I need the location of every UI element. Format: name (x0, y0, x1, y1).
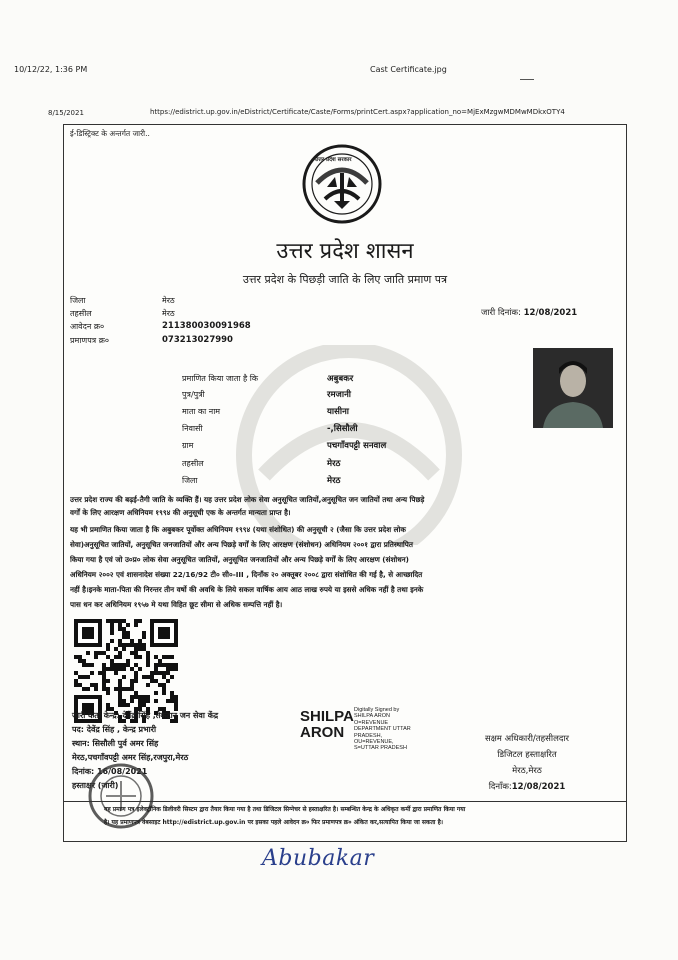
print-timestamp: 10/12/22, 1:36 PM (14, 65, 88, 74)
paragraph-line: किया गया है एवं जो उ०प्र० लोक सेवा अनुसूचित जातियों, अनुसूचित जनजातियों और अन्य पिछड़े वर्गों के लिए आरक्षण (संशोधन) (70, 555, 409, 564)
detail-label: तहसील (182, 459, 204, 468)
officer-block (452, 731, 602, 795)
signature-detail-line: OU=REVENUE, (354, 739, 394, 746)
officer-sign: डिजिटल हस्ताक्षरित (497, 750, 557, 760)
meta-label: तहसील (70, 309, 92, 318)
detail-label: माता का नाम (182, 407, 221, 416)
certificate-subtitle: उत्तर प्रदेश के पिछड़ी जाति के लिए जाति प्रमाण पत्र (242, 273, 448, 286)
detail-value: पचगाँवपट्टी सनवाल (327, 441, 387, 451)
certificate-title: उत्तर प्रदेश शासन (276, 239, 414, 264)
signature-detail-line: SHILPA ARON (354, 713, 390, 720)
issue-date-label: जारी दिनांक: (481, 308, 521, 318)
paragraph-line: पास धन कर अधिनियम १९५७ मे यथा विहित छूट सीमा से अधिक सम्पत्ति नहीं है। (70, 600, 283, 609)
digital-signature (300, 709, 354, 741)
paragraph-line: वर्गों के लिए आरक्षण अधिनियम १९९४ की अनुसूची एक के अन्तर्गत मान्यता प्राप्त है। (70, 508, 291, 517)
signature-detail-line: DEPARTMENT UTTAR (354, 726, 411, 733)
issue-date-value: 12/08/2021 (523, 308, 578, 318)
print-date: 8/15/2021 (48, 109, 84, 117)
meta-label: प्रमाणपत्र क्र० (70, 336, 109, 345)
top-note: ई-डिस्ट्रिक्ट के अन्तर्गत जारी.. (70, 129, 150, 138)
officer-date-label: दिनाँक: (488, 782, 512, 792)
detail-label: ग्राम (182, 441, 194, 450)
officer-date (452, 779, 602, 795)
signature-detail-line: Digitally Signed by (354, 707, 400, 713)
issuer-line: दिनांक: 16/08/2021 (72, 767, 148, 776)
footer-divider (64, 801, 626, 802)
signature-detail-line: PRADESH, (354, 732, 383, 739)
paragraph-line: नहीं है।इनके माता-पिता की निरन्तर तीन वर्षो की अवधि के लिये सकल वार्षिक आय आठ लाख रुपये या इससे अधिक नहीं है तथा इनके (70, 585, 424, 594)
signature-details (354, 707, 411, 752)
detail-label: पुत्र/पुत्री (182, 390, 205, 399)
detail-value: यासीना (327, 407, 349, 417)
divider (520, 79, 534, 80)
certificate-number: 073213027990 (162, 335, 233, 345)
paragraph-line: यह भी प्रमाणित किया जाता है कि अबुबकर पूर्वोक्त अधिनियम १९९४ (यथा संशोधित) की अनुसूची २ (जैसा कि उत्तर प्रदेश लोक (70, 525, 406, 534)
signature-detail-line: O=REVENUE (354, 719, 389, 726)
certificate-frame (63, 124, 627, 842)
officer-title: सक्षम अधिकारी/तहसीलदार (484, 734, 570, 744)
applicant-photo (533, 348, 613, 428)
detail-value: -,सिसौली (327, 424, 358, 434)
page-url[interactable]: https://edistrict.up.gov.in/eDistrict/Certificate/Caste/Forms/printCert.aspx?application_no=MjExMzgwMDMwMDkxOTY4 (150, 108, 565, 116)
detail-value: मेरठ (327, 476, 341, 486)
issuer-line: जारी कर्ता केन्द्र: देवेंद्र सिंह ,तेकटान जन सेवा केंद्र (72, 711, 219, 720)
signer-name-line: SHILPA (300, 708, 354, 725)
emblem-text: उत्तर प्रदेश सरकार (315, 157, 352, 163)
issuer-line: पद: देवेंद्र सिंह , केन्द्र प्रभारी (72, 725, 157, 734)
qr-code-icon[interactable] (74, 619, 178, 723)
detail-value: मेरठ (327, 459, 341, 469)
detail-value: अबुबकर (327, 374, 354, 384)
issuer-line: मेरठ,पचगाँवपट्टी अमर सिंह,रजपुरा,मेरठ (72, 753, 189, 762)
handwritten-signature: Abubakar (262, 846, 375, 871)
issuer-line: हस्ताक्षर (जारी) (72, 781, 119, 790)
issuer-line: स्थान: सिसौली पुर्व अमर सिंह (72, 739, 159, 748)
officer-place: मेरठ,मेरठ (512, 766, 542, 776)
signer-name-line: ARON (300, 724, 345, 741)
meta-label: जिला (70, 296, 86, 305)
detail-value: रमजानी (327, 390, 351, 400)
meta-value: मेरठ (162, 296, 175, 305)
footer-line: यह प्रमाण पत्र इलेक्ट्रॉनिक डिलीवरी सिस्टम द्वारा तैयार किया गया है तथा डिजिटल सिग्नेचर से हस्ताक्षरित है। सम्बन्धित केन्द्र के अधिकृत कर्मी द्वारा प्रमाणित किया गया (104, 806, 466, 813)
detail-label: जिला (182, 476, 198, 485)
signature-detail-line: S=UTTAR PRADESH (354, 745, 407, 752)
paragraph-line: उत्तर प्रदेश राज्य की बढ़ई-तैगी जाति के व्यक्ति हैं। यह उत्तर प्रदेश लोक सेवा अनुसूचित जातियों,अनुसूचित जन जातियों तथा अन्य पिछड़े (70, 495, 425, 504)
footer-line: है। यह प्रमाणपत्र वेबसाइट http://edistrict.up.gov.in पर इसका पहले आवेदन क्र० फिर प्रमाणपत्र क्र० अंकित कर,सत्यापित किया जा सकता है। (104, 819, 444, 826)
paragraph-line: अधिनियम २००२ एवं शासनादेश संख्या 22/16/92 टी० सी०-III , दिनाँक २० अक्तूबर २००८ द्वारा संशोधित की गई है, से आच्छादित (70, 570, 423, 579)
paragraph-line: सेवा)अनुसूचित जातियों, अनुसूचित जनजातियों और अन्य पिछड़े वर्गों के लिए आरक्षण (संशोधन) अधिनियम २००१ द्वारा प्रतिस्थापित (70, 540, 413, 549)
application-number: 211380030091968 (162, 321, 251, 331)
officer-date-value: 12/08/2021 (511, 782, 566, 792)
meta-label: आवेदन क्र० (70, 322, 105, 331)
detail-label: प्रमाणित किया जाता है कि (182, 374, 259, 383)
issue-date (481, 307, 577, 318)
meta-value: मेरठ (162, 309, 175, 318)
file-title: Cast Certificate.jpg (370, 65, 447, 74)
detail-label: निवासी (182, 424, 203, 433)
